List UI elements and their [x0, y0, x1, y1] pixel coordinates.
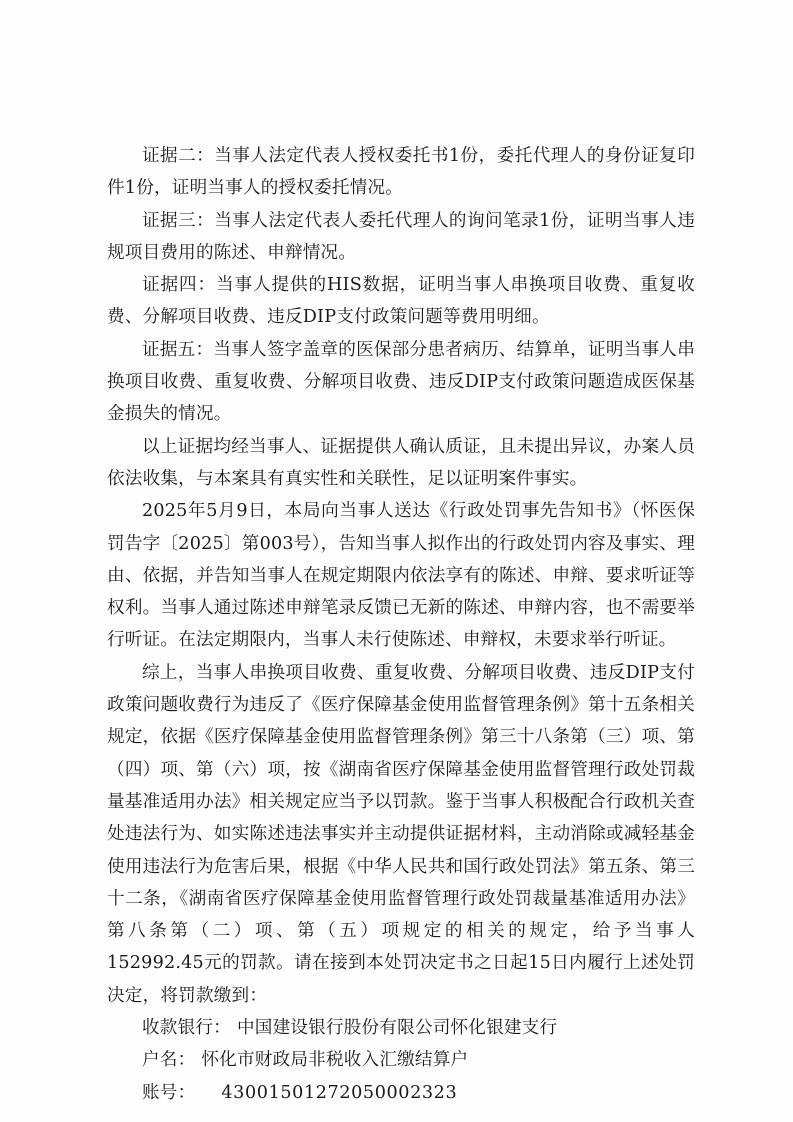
payment-holder-line: [107, 1044, 695, 1076]
evidence-5-paragraph: 证据五：当事人签字盖章的医保部分患者病历、结算单，证明当事人串换项目收费、重复收费、分解项目收费、违反DIP支付政策问题造成医保基金损失的情况。: [107, 339, 695, 425]
account-value: 43001501272050002323: [221, 1082, 458, 1103]
payment-bank-line: [107, 1012, 695, 1044]
notice-paragraph: 2025年5月9日，本局向当事人送达《行政处罚事先告知书》（怀医保罚告字〔2025〕第003号），告知当事人拟作出的行政处罚内容及事实、理由、依据，并告知当事人在规定期限内依法享有的陈述、申辩、要求听证等权利。当事人通过陈述申辩笔录反馈已无新的陈述、申辩内容，也不需要举行听证。在法定期限内，当事人未行使陈述、申辩权，未要求举行听证。: [107, 501, 695, 651]
account-label: 账号：: [142, 1082, 196, 1103]
bank-label: 收款银行：: [142, 1018, 231, 1039]
payment-account-line: [107, 1077, 695, 1109]
evidence-3-paragraph: 证据三：当事人法定代表人委托代理人的询问笔录1份，证明当事人违规项目费用的陈述、申辩情况。: [107, 210, 695, 263]
holder-label: 户名：: [142, 1050, 196, 1071]
decision-paragraph: 综上，当事人串换项目收费、重复收费、分解项目收费、违反DIP支付政策问题收费行为违反了《医疗保障基金使用监督管理条例》第十五条相关规定，依据《医疗保障基金使用监督管理条例》第三十八条第（三）项、第（四）项、第（六）项，按《湖南省医疗保障基金使用监督管理行政处罚裁量基准适用办法》相关规定应当予以罚款。鉴于当事人积极配合行政机关查处违法行为、如实陈述违法事实并主动提供证据材料，主动消除或减轻基金使用违法行为危害后果，根据《中华人民共和国行政处罚法》第五条、第三十二条，《湖南省医疗保障基金使用监督管理行政处罚裁量基准适用办法》第八条第（二）项、第（五）项规定的相关的规定，给予当事人152992.45元的罚款。请在接到本处罚决定书之日起15日内履行上述处罚决定，将罚款缴到：: [107, 662, 695, 1006]
evidence-4-paragraph: 证据四：当事人提供的HIS数据，证明当事人串换项目收费、重复收费、分解项目收费、违反DIP支付政策问题等费用明细。: [107, 275, 695, 328]
evidence-summary-paragraph: 以上证据均经当事人、证据提供人确认质证，且未提出异议，办案人员依法收集，与本案具有真实性和关联性，足以证明案件事实。: [107, 436, 695, 489]
evidence-2-paragraph: 证据二：当事人法定代表人授权委托书1份，委托代理人的身份证复印件1份，证明当事人的授权委托情况。: [107, 146, 695, 199]
bank-value: 中国建设银行股份有限公司怀化银建支行: [236, 1018, 558, 1039]
document-body: [107, 140, 695, 1109]
holder-value: 怀化市财政局非税收入汇缴结算户: [201, 1050, 469, 1071]
